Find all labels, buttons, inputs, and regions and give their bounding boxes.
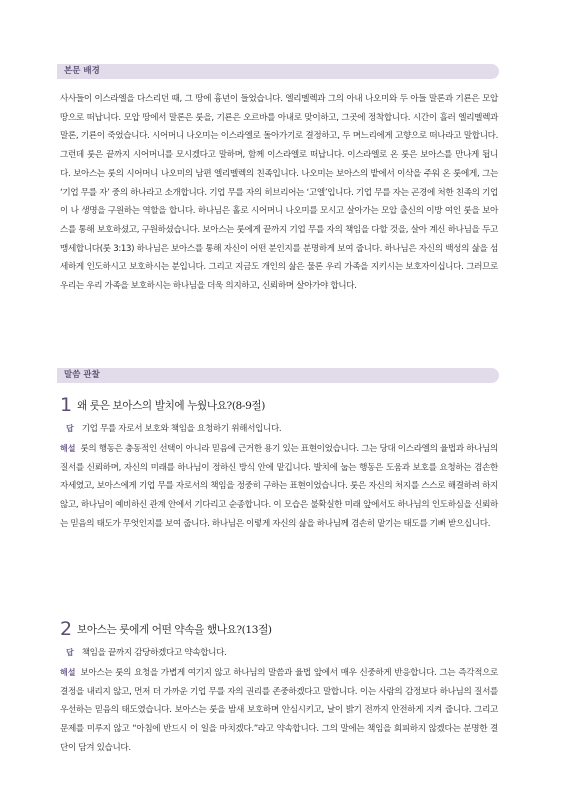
section-title: 본문 배경 xyxy=(64,66,100,76)
section-title: 말씀 관찰 xyxy=(64,370,100,380)
section-header-background xyxy=(57,64,499,79)
explanation-text: 보아스는 룻의 요청을 가볍게 여기지 않고 하나님의 말씀과 율법 앞에서 매우 신중하게 반응합니다. 그는 즉각적으로 결정을 내리지 않고, 먼저 더 가까운 기업 무를 자의 권리를 존중하겠다고 말합니다. 이는 사람의 감정보다 하나님의 질서를 우선하는 믿음의 태도였습니다. 보아스는 룻을 밤새 보호하며 안심시키고, 날이 밝기 전까지 안전하게 지켜 줍니다. 그리고 문제를 미루지 않고 “아침에 반드시 이 일을 마치겠다.”라고 약속합니다. 그의 말에는 책임을 회피하지 않겠다는 분명한 결단이 담겨 있습니다. xyxy=(60,668,498,753)
question-text: 보아스는 룻에게 어떤 약속을 했나요?(13절) xyxy=(77,624,272,636)
background-paragraph: 사사들이 이스라엘을 다스리던 때, 그 땅에 흉년이 들었습니다. 엘리멜렉과 그의 아내 나오미와 두 아들 말론과 기룐은 모압 땅으로 떠납니다. 모압 땅에서 말론은 룻을, 기룐은 오르바를 아내로 맞이하고, 그곳에 정착합니다. 시간이 흘러 엘리멜렉과 말론, 기룐이 죽었습니다. 시어머니 나오미는 이스라엘로 돌아가기로 결정하고, 두 며느리에게 고향으로 떠나라고 말합니다. 그런데 룻은 끝까지 시어머니를 모시겠다고 말하며, 함께 이스라엘로 떠납니다. 이스라엘로 온 룻은 보아스를 만나게 됩니다. 보아스는 룻의 시어머니 나오미의 남편 엘리멜렉의 친족입니다. 나오미는 보아스의 밭에서 이삭을 주워 온 룻에게, 그는 ‘기업 무를 자’ 중의 하나라고 소개합니다. 기업 무를 자의 히브리어는 ‘고엘’입니다. 기업 무를 자는 곤경에 처한 친족의 기업이 나 생명을 구원하는 역할을 합니다. 하나님은 홀로 시어머니 나오미를 모시고 살아가는 모압 출신의 이방 여인 룻을 보아스를 통해 보호하셨고, 구원하셨습니다. 보아스는 룻에게 끝까지 기업 무를 자의 책임을 다할 것을, 살아 계신 하나님을 두고 맹세합니다(룻 3:13) 하나님은 보아스를 통해 자신이 어떤 분인지를 분명하게 보여 줍니다. 하나님은 자신의 백성의 삶을 섬세하게 인도하시고 보호하시는 분입니다. 그리고 지금도 개인의 삶은 물론 우리 가족을 지키시는 보호자이십니다. 그러므로 우리는 우리 가족을 보호하시는 하나님을 더욱 의지하고, 신뢰하며 살아가야 합니다. xyxy=(60,94,498,292)
explanation-tag: 해설 xyxy=(60,668,76,677)
question-number: 1 xyxy=(60,394,73,416)
answer-tag: 답 xyxy=(66,424,74,433)
explanation-tag: 해설 xyxy=(60,444,76,453)
answer-1 xyxy=(60,420,498,438)
question-2 xyxy=(60,618,500,642)
explanation-text: 룻의 행동은 충동적인 선택이 아니라 믿음에 근거한 용기 있는 표현이었습니다. 그는 당대 이스라엘의 율법과 하나님의 질서를 신뢰하며, 자신의 미래를 하나님이 정하신 방식 안에 맡깁니다. 발치에 눕는 행동은 도움과 보호를 요청하는 겸손한 자세였고, 보아스에게 기업 무를 자로서의 책임을 정중히 구하는 표현이었습니다. 룻은 자신의 처지를 스스로 해결하려 하지 않고, 하나님이 예비하신 관계 안에서 기다리고 순종합니다. 이 모습은 불확실한 미래 앞에서도 하나님의 인도하심을 신뢰하는 믿음의 태도가 무엇인지를 보여 줍니다. 하나님은 이렇게 자신의 삶을 하나님께 겸손히 맡기는 태도를 기뻐 받으십니다. xyxy=(60,444,498,529)
question-number: 2 xyxy=(60,618,73,640)
explanation-2 xyxy=(60,664,498,758)
answer-tag: 답 xyxy=(66,648,74,657)
answer-text: 기업 무를 자로서 보호와 책임을 요청하기 위해서입니다. xyxy=(81,424,282,434)
answer-2 xyxy=(60,644,498,662)
question-1 xyxy=(60,394,500,418)
section-header-observation xyxy=(57,368,499,383)
explanation-1 xyxy=(60,440,498,534)
answer-text: 책임을 끝까지 감당하겠다고 약속합니다. xyxy=(81,648,227,658)
question-text: 왜 룻은 보아스의 발치에 누웠나요?(8-9절) xyxy=(77,400,265,412)
